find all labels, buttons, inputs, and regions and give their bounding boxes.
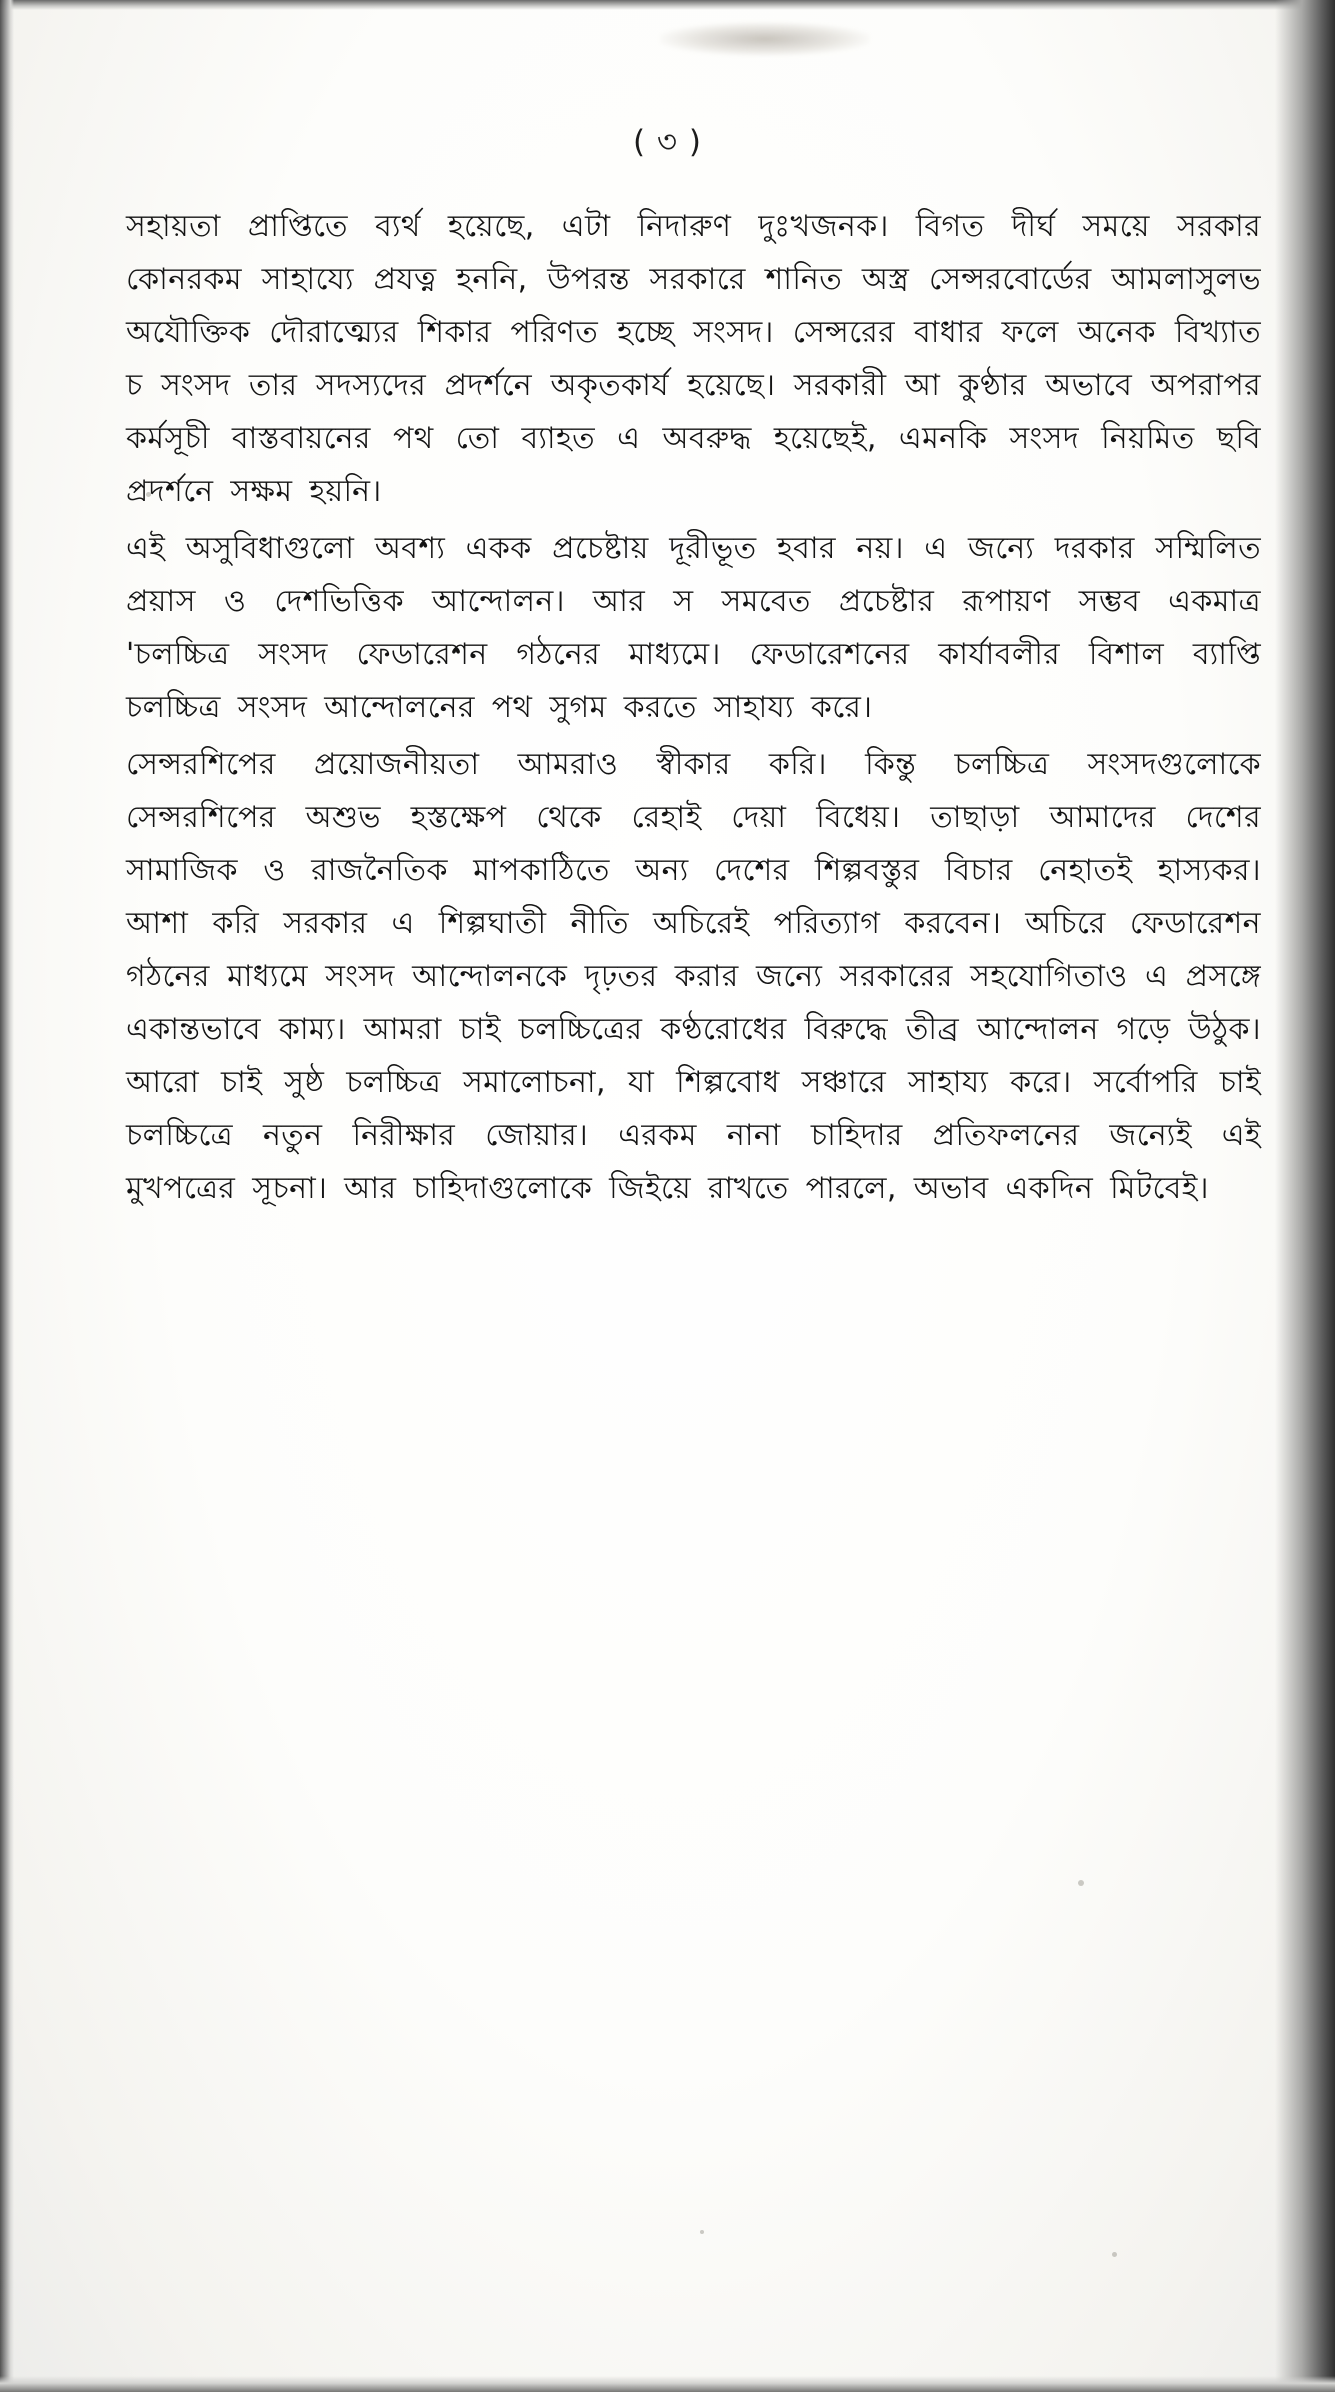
- paper-speck: [700, 2230, 704, 2234]
- paper-speck: [1112, 2252, 1117, 2257]
- scan-edge-left: [0, 0, 14, 2392]
- paper-speck: [1078, 1880, 1084, 1886]
- page-number: ( ৩ ): [632, 124, 703, 160]
- body-text: [126, 200, 1261, 1217]
- paragraph: এই অসুবিধাগুলো অবশ্য একক প্রচেষ্টায় দূরীভূত হবার নয়। এ জন্যে দরকার সম্মিলিত প্রয়াস ও দেশভিত্তিক আন্দোলন। আর স সমবেত প্রচেষ্টার রূপায়ণ সম্ভব একমাত্র 'চলচ্চিত্র সংসদ ফেডারেশন গঠনের মাধ্যমে। ফেডারেশনের কার্যাবলীর বিশাল ব্যাপ্তি চলচ্চিত্র সংসদ আন্দোলনের পথ সুগম করতে সাহায্য করে।: [126, 531, 1261, 725]
- scan-edge-top: [0, 0, 1335, 10]
- scan-edge-right: [1275, 0, 1335, 2392]
- ink-smudge: [660, 22, 870, 56]
- paragraph: সেন্সরশিপের প্রয়োজনীয়তা আমরাও স্বীকার করি। কিন্তু চলচ্চিত্র সংসদগুলোকে সেন্সরশিপের অশুভ হস্তক্ষেপ থেকে রেহাই দেয়া বিধেয়। তাছাড়া আমাদের দেশের সামাজিক ও রাজনৈতিক মাপকাঠিতে অন্য দেশের শিল্পবস্তুর বিচার নেহাতই হাস্যকর। আশা করি সরকার এ শিল্পঘাতী নীতি অচিরেই পরিত্যাগ করবেন। অচিরে ফেডারেশন গঠনের মাধ্যমে সংসদ আন্দোলনকে দৃঢ়তর করার জন্যে সরকারের সহযোগিতাও এ প্রসঙ্গে একান্তভাবে কাম্য। আমরা চাই চলচ্চিত্রের কণ্ঠরোধের বিরুদ্ধে তীব্র আন্দোলন গড়ে উঠুক। আরো চাই সুষ্ঠ চলচ্চিত্র সমালোচনা, যা শিল্পবোধ সঞ্চারে সাহায্য করে। সর্বোপরি চাই চলচ্চিত্রে নতুন নিরীক্ষার জোয়ার। এরকম নানা চাহিদার প্রতিফলনের জন্যেই এই মুখপত্রের সূচনা। আর চাহিদাগুলোকে জিইয়ে রাখতে পারলে, অভাব একদিন মিটবেই।: [126, 747, 1261, 1206]
- scan-edge-bottom: [0, 2376, 1335, 2392]
- paragraph: সহায়তা প্রাপ্তিতে ব্যর্থ হয়েছে, এটা নিদারুণ দুঃখজনক। বিগত দীর্ঘ সময়ে সরকার কোনরকম সাহায্যে প্রযত্ন হননি, উপরন্ত সরকারে শানিত অস্ত্র সেন্সরবোর্ডের আমলাসুলভ অযৌক্তিক দৌরাত্ম্যের শিকার পরিণত হচ্ছে সংসদ। সেন্সরের বাধার ফলে অনেক বিখ্যাত চ সংসদ তার সদস্যদের প্রদর্শনে অকৃতকার্য হয়েছে। সরকারী আ কুণ্ঠার অভাবে অপরাপর কর্মসূচী বাস্তবায়নের পথ তো ব্যাহত এ অবরুদ্ধ হয়েছেই, এমনকি সংসদ নিয়মিত ছবি প্রদর্শনে সক্ষম হয়নি।: [126, 209, 1261, 509]
